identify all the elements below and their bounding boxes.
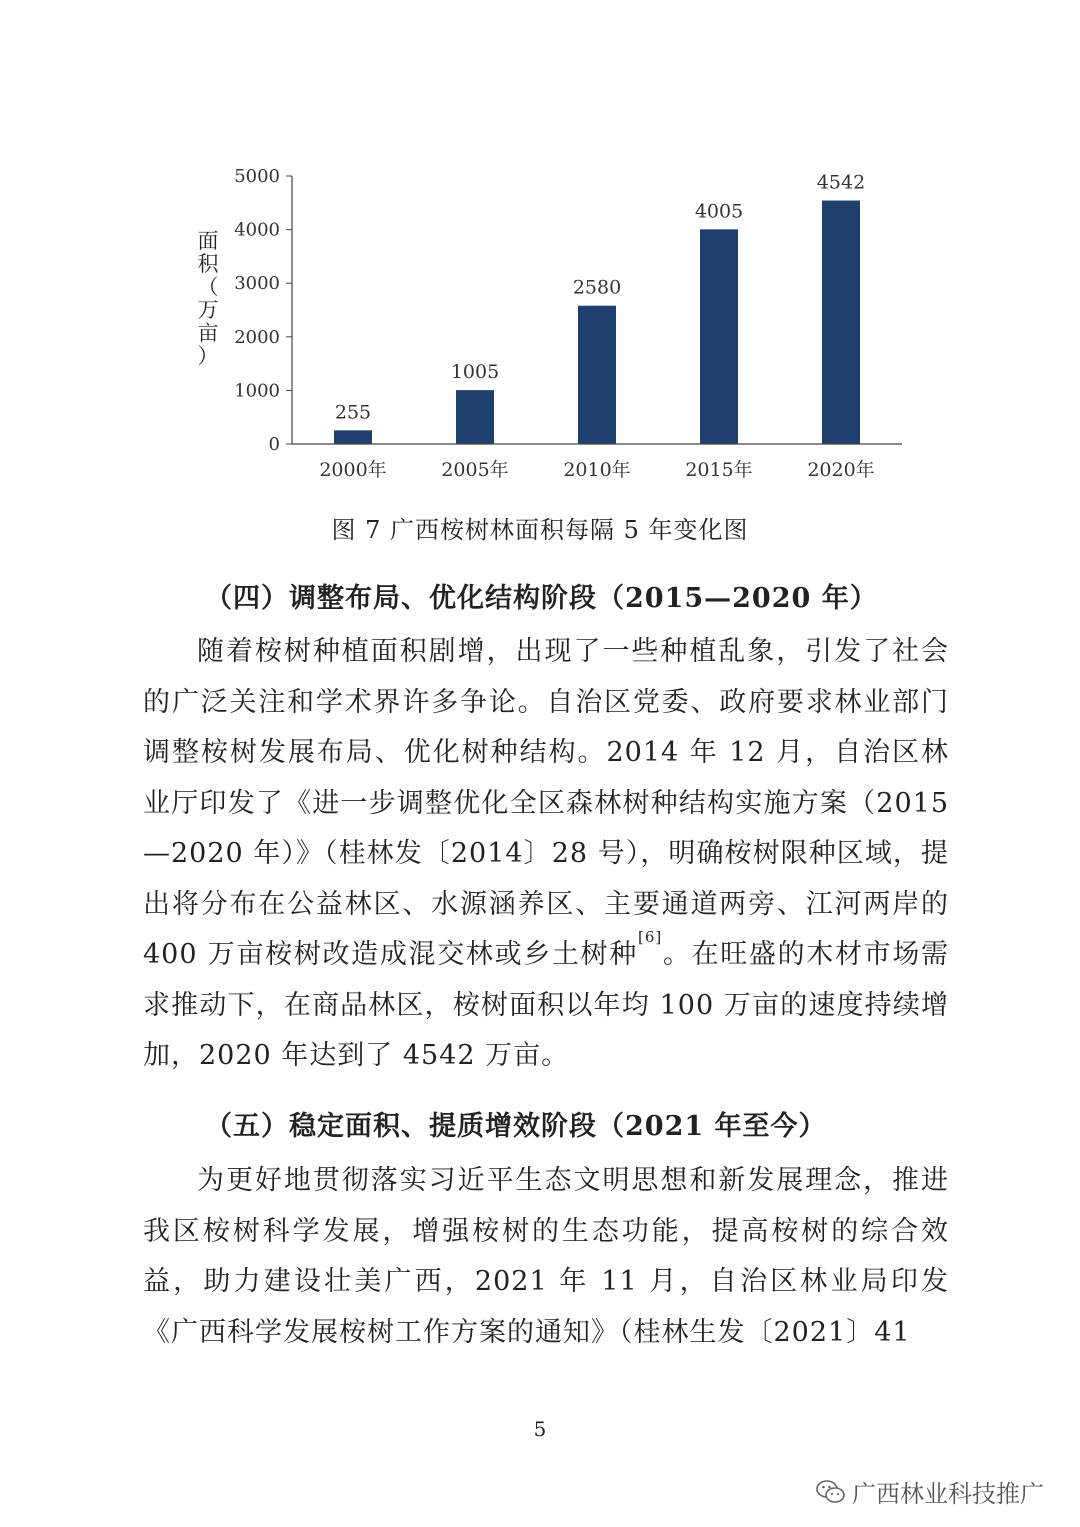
y-tick-label: 3000 (234, 273, 280, 295)
watermark (816, 1474, 1044, 1509)
y-axis-label: 面积（万亩） (197, 229, 219, 368)
section-paragraph-5: 为更好地贯彻落实习近平生态文明思想和新发展理念，推进我区桉树科学发展，增强桉树的生态功能，提高桉树的综合效益，助力建设壮美广西，2021 年 11 月，自治区林业局印发《广西科学发展桉树工作方案的通知》（桂林生发〔2021〕41 (143, 1165, 949, 1348)
data-label: 2580 (572, 276, 622, 299)
section-heading-4: （四）调整布局、优化结构阶段（2015—2020 年） (205, 583, 878, 614)
figure-caption: 图 7 广西桉树林面积每隔 5 年变化图 (331, 516, 749, 544)
bar (456, 390, 494, 444)
y-tick-label: 1000 (234, 380, 280, 402)
x-tick-label: 2015年 (685, 459, 753, 481)
x-tick-label: 2000年 (319, 459, 387, 481)
citation: [6] (637, 928, 663, 946)
bar-chart (0, 0, 1080, 500)
bar (334, 430, 372, 444)
data-label: 4005 (694, 200, 744, 223)
wechat-icon (816, 1479, 846, 1505)
section-paragraph-4 (143, 627, 949, 1082)
x-tick-label: 2020年 (807, 459, 875, 481)
paragraph-text: 。在旺盛的木材市场需求推动下，在商品林区，桉树面积以年均 100 万亩的速度持续增加，2020 年达到了 4542 万亩。 (143, 939, 949, 1071)
x-tick-label: 2010年 (563, 459, 631, 481)
y-tick-label: 0 (268, 434, 280, 455)
bar (700, 229, 738, 444)
y-tick-label: 4000 (234, 219, 280, 241)
bar (822, 201, 860, 444)
y-tick-label: 2000 (234, 326, 280, 348)
data-label: 255 (334, 401, 372, 424)
y-tick-label: 5000 (234, 166, 280, 187)
paragraph-text: 随着桉树种植面积剧增，出现了一些种植乱象，引发了社会的广泛关注和学术界许多争论。自治区党委、政府要求林业部门调整桉树发展布局、优化树种结构。2014 年 12 月，自治区林业厅印发了《进一步调整优化全区森林树种结构实施方案（2015—2020 年）》（桂林发〔2014〕28 号），明确桉树限种区域，提出将分布在公益林区、水源涵养区、主要通道两旁、江河两岸的 400 万亩桉树改造成混交林或乡土树种 (143, 636, 949, 970)
bar (578, 306, 616, 444)
section-heading-5: （五）稳定面积、提质增效阶段（2021 年至今） (205, 1111, 827, 1142)
data-label: 1005 (450, 361, 500, 384)
watermark-text: 广西林业科技推广 (852, 1480, 1044, 1508)
x-tick-label: 2005年 (441, 459, 509, 481)
page-number: 5 (533, 1417, 547, 1441)
data-label: 4542 (816, 171, 866, 194)
